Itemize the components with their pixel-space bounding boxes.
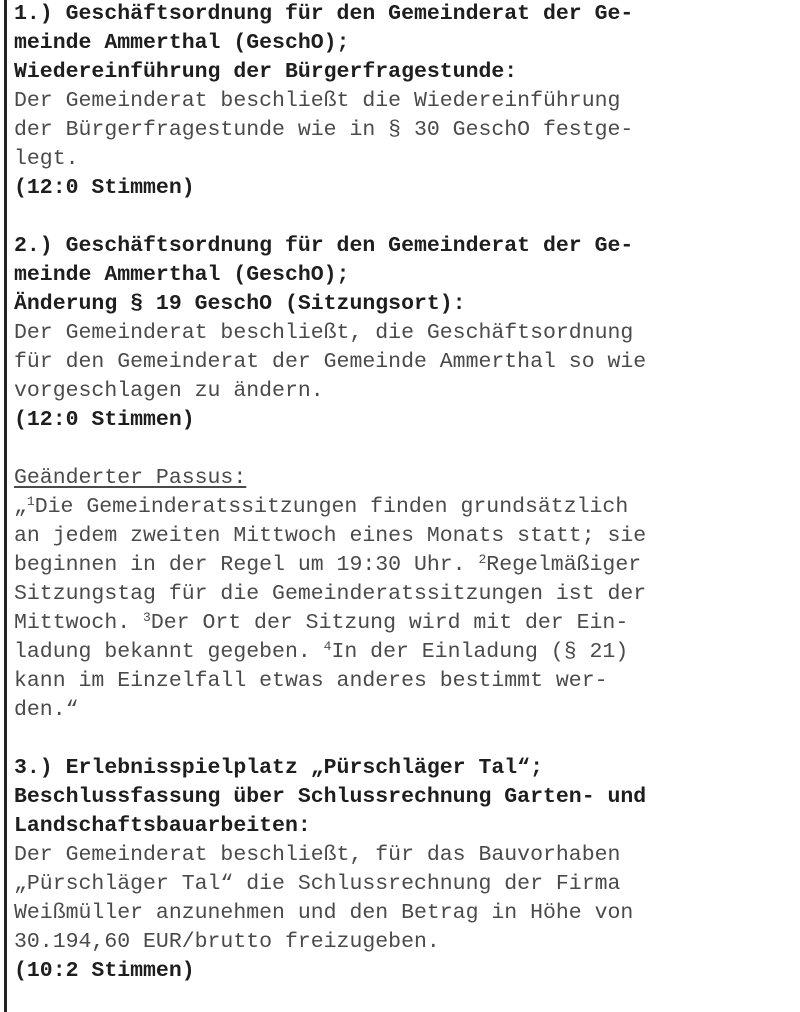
amendment-text: ladung bekannt gegeben. — [14, 640, 324, 664]
amendment-line: kann im Einzelfall etwas anderes bestimmt wer- — [14, 669, 608, 693]
amendment-label: Geänderter Passus: — [14, 466, 247, 490]
amended-passage — [14, 464, 774, 725]
item-heading-line: 3.) Erlebnisspielplatz „Pürschläger Tal“; — [14, 756, 543, 780]
sentence-number: 3 — [143, 610, 151, 625]
item-body-line: Weißmüller anzunehmen und den Betrag in Höhe von — [14, 901, 634, 925]
item-heading-line: Beschlussfassung über Schlussrechnung Garten- und — [14, 785, 647, 809]
amendment-line: Sitzungstag für die Gemeinderatssitzungen ist der — [14, 582, 647, 606]
amendment-text: Regelmäßiger — [486, 553, 642, 577]
sentence-number: 4 — [323, 639, 332, 654]
amendment-line: den.“ — [14, 698, 79, 722]
resolution-item-1 — [14, 0, 774, 203]
item-body-line: legt. — [14, 147, 79, 171]
item-body-line: der Bürgerfragestunde wie in § 30 GeschO festge- — [14, 118, 634, 142]
sentence-number: 1 — [26, 494, 35, 509]
amendment-text: In der Einladung (§ 21) — [331, 640, 629, 664]
sentence-number: 2 — [478, 552, 487, 567]
item-heading-line: Änderung § 19 GeschO (Sitzungsort): — [14, 292, 466, 316]
resolution-item-2 — [14, 232, 774, 435]
amendment-label-line — [14, 464, 774, 493]
amendment-line — [14, 638, 774, 667]
vote-result: (12:0 Stimmen) — [14, 176, 195, 200]
vote-result: (12:0 Stimmen) — [14, 408, 195, 432]
item-heading-line: Landschaftsbauarbeiten: — [14, 814, 311, 838]
amendment-line — [14, 551, 774, 580]
item-body-line: Der Gemeinderat beschließt, die Geschäftsordnung — [14, 321, 634, 345]
item-heading-line: meinde Ammerthal (GeschO); — [14, 31, 350, 55]
amendment-text: Mittwoch. — [14, 611, 144, 635]
amendment-text: beginnen in der Regel um 19:30 Uhr. — [14, 553, 479, 577]
item-body-line: Der Gemeinderat beschließt, für das Bauvorhaben — [14, 843, 621, 867]
amendment-line — [14, 493, 774, 522]
spacer — [14, 725, 774, 754]
spacer — [14, 435, 774, 464]
item-body-line: „Pürschläger Tal“ die Schlussrechnung der Firma — [14, 872, 621, 896]
amendment-line: an jedem zweiten Mittwoch eines Monats statt; sie — [14, 524, 647, 548]
amendment-text: Der Ort der Sitzung wird mit der Ein- — [150, 611, 629, 635]
amendment-line — [14, 609, 774, 638]
document-body — [14, 0, 774, 986]
left-border-line — [4, 0, 7, 1012]
item-body-line: 30.194,60 EUR/brutto freizugeben. — [14, 930, 440, 954]
resolution-item-3 — [14, 754, 774, 986]
item-body-line: für den Gemeinderat der Gemeinde Ammerthal so wie — [14, 350, 647, 374]
item-heading-line: meinde Ammerthal (GeschO); — [14, 263, 350, 287]
spacer — [14, 203, 774, 232]
item-heading-line: 2.) Geschäftsordnung für den Gemeinderat der Ge- — [14, 234, 634, 258]
item-heading-line: 1.) Geschäftsordnung für den Gemeinderat der Ge- — [14, 2, 634, 26]
amendment-text: Die Gemeinderatssitzungen finden grundsätzlich — [34, 495, 629, 519]
item-heading-line: Wiedereinführung der Bürgerfragestunde: — [14, 60, 518, 84]
item-body-line: vorgeschlagen zu ändern. — [14, 379, 324, 403]
item-body-line: Der Gemeinderat beschließt die Wiedereinführung — [14, 89, 621, 113]
opening-quote: „ — [14, 495, 27, 519]
vote-result: (10:2 Stimmen) — [14, 959, 195, 983]
